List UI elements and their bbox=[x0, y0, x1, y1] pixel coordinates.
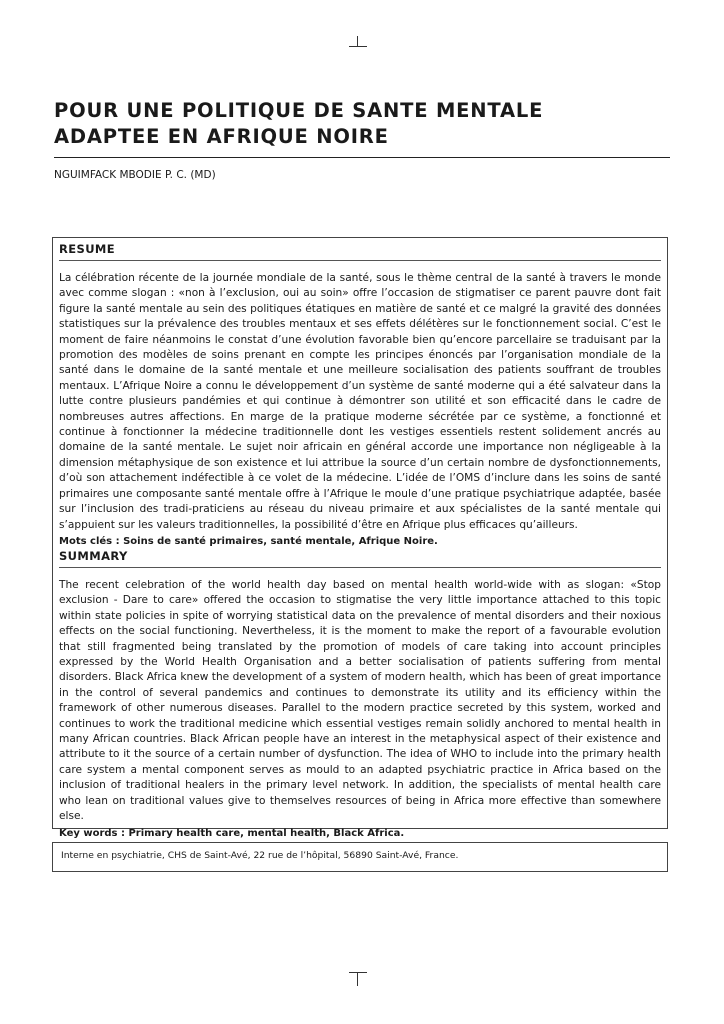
resume-heading: RESUME bbox=[59, 242, 116, 256]
summary-divider bbox=[59, 567, 661, 568]
affiliation-box bbox=[52, 842, 668, 872]
resume-divider bbox=[59, 260, 661, 261]
crop-mark-top bbox=[349, 36, 367, 48]
summary-keywords: Key words : Primary health care, mental health, Black Africa. bbox=[59, 827, 405, 839]
affiliation-text: Interne en psychiatrie, CHS de Saint-Avé, 22 rue de l’hôpital, 56890 Saint-Avé, France. bbox=[61, 850, 459, 861]
article-title bbox=[54, 98, 674, 150]
summary-body: The recent celebration of the world health day based on mental health world-wide with as slogan: «Stop exclusion - Dare to care» offered the occasion to stigmatise the very little importance attached to this topic within state policies in spite of worrying statistical data on the prevalence of mental disorders and their noxious effects on the social functioning. Nevertheless, it is the moment to make the report of a favourable evolution that still fragmented being translated by the promotion of models of care taking into account principles expressed by the World Health Organisation and a better socialisation of patients suffering from mental disorders. Black Africa knew the development of a system of modern health, which has been of great importance in the control of several pandemics and continues to demonstrate its utility and its efficiency within the framework of other numerous diseases. Parallel to the modern practice secreted by this system, worked and continues to work the traditional medicine which essential vestiges remain solidly anchored to mental health in many African countries. Black African people have an interest in the metaphysical aspect of their existence and attribute to it the source of a certain number of dysfunction. The idea of WHO to include into the primary health care system a mental component serves as mould to an adapted psychiatric practice in Africa based on the inclusion of traditional healers in the primary level network. In addition, the specialists of mental health care who lean on traditional values give to themselves resources of being in Africa more effective than somewhere else. bbox=[59, 579, 661, 823]
resume-body: La célébration récente de la journée mondiale de la santé, sous le thème central de la santé à travers le monde avec comme slogan : «non à l’exclusion, oui au soin» offre l’occasion de stigmatiser ce parent pauvre dont fait figure la santé mentale au sein des politiques étatiques en matière de santé et ce malgré la gravité des données statistiques sur la prévalence des troubles mentaux et ses effets délétères sur le fonctionnement social. C’est le moment de faire néanmoins le constat d’une évolution favorable bien qu’encore parcellaire se traduisant par la promotion des modèles de soins prenant en compte les principes énoncés par l’organisation mondiale de la santé dans le domaine de la santé mentale et une meilleure socialisation des patients souffrant de troubles mentaux. L’Afrique Noire a connu le développement d’un système de santé moderne qui a été salvateur dans la lutte contre plusieurs pandémies et qui continue à démontrer son utilité et son efficacité dans le cadre de nombreuses autres affections. En marge de la pratique moderne sécrétée par ce système, a fonctionné et continue à fonctionner la médecine traditionnelle dont les vestiges essentiels restent solidement ancrés au domaine de la santé mentale. Le sujet noir africain en général accorde une importance non négligeable à la dimension métaphysique de son existence et lui attribue la source d’un certain nombre de dysfonctionnements, d’où son attachement indéfectible à ce volet de la médecine. L’idée de l’OMS d’inclure dans les soins de santé primaires une composante santé mentale offre à l’Afrique le moule d’une pratique psychiatrique adaptée, basée sur l’inclusion des tradi-praticiens au réseau du niveau primaire et aux spécialistes de la santé mentale qui s’appuient sur les valeurs traditionnelles, la possibilité d’être en Afrique plus efficaces qu’ailleurs. bbox=[59, 272, 661, 531]
title-divider bbox=[54, 157, 670, 158]
crop-mark-bottom bbox=[349, 972, 367, 986]
resume-keywords: Mots clés : Soins de santé primaires, santé mentale, Afrique Noire. bbox=[59, 535, 438, 547]
title-line-1: POUR UNE POLITIQUE DE SANTE MENTALE bbox=[54, 99, 544, 122]
title-line-2: ADAPTEE EN AFRIQUE NOIRE bbox=[54, 125, 389, 148]
summary-section bbox=[59, 549, 661, 839]
summary-heading: SUMMARY bbox=[59, 549, 128, 563]
resume-section bbox=[59, 242, 661, 547]
author-line: NGUIMFACK MBODIE P. C. (MD) bbox=[54, 169, 216, 181]
abstract-box bbox=[52, 237, 668, 839]
